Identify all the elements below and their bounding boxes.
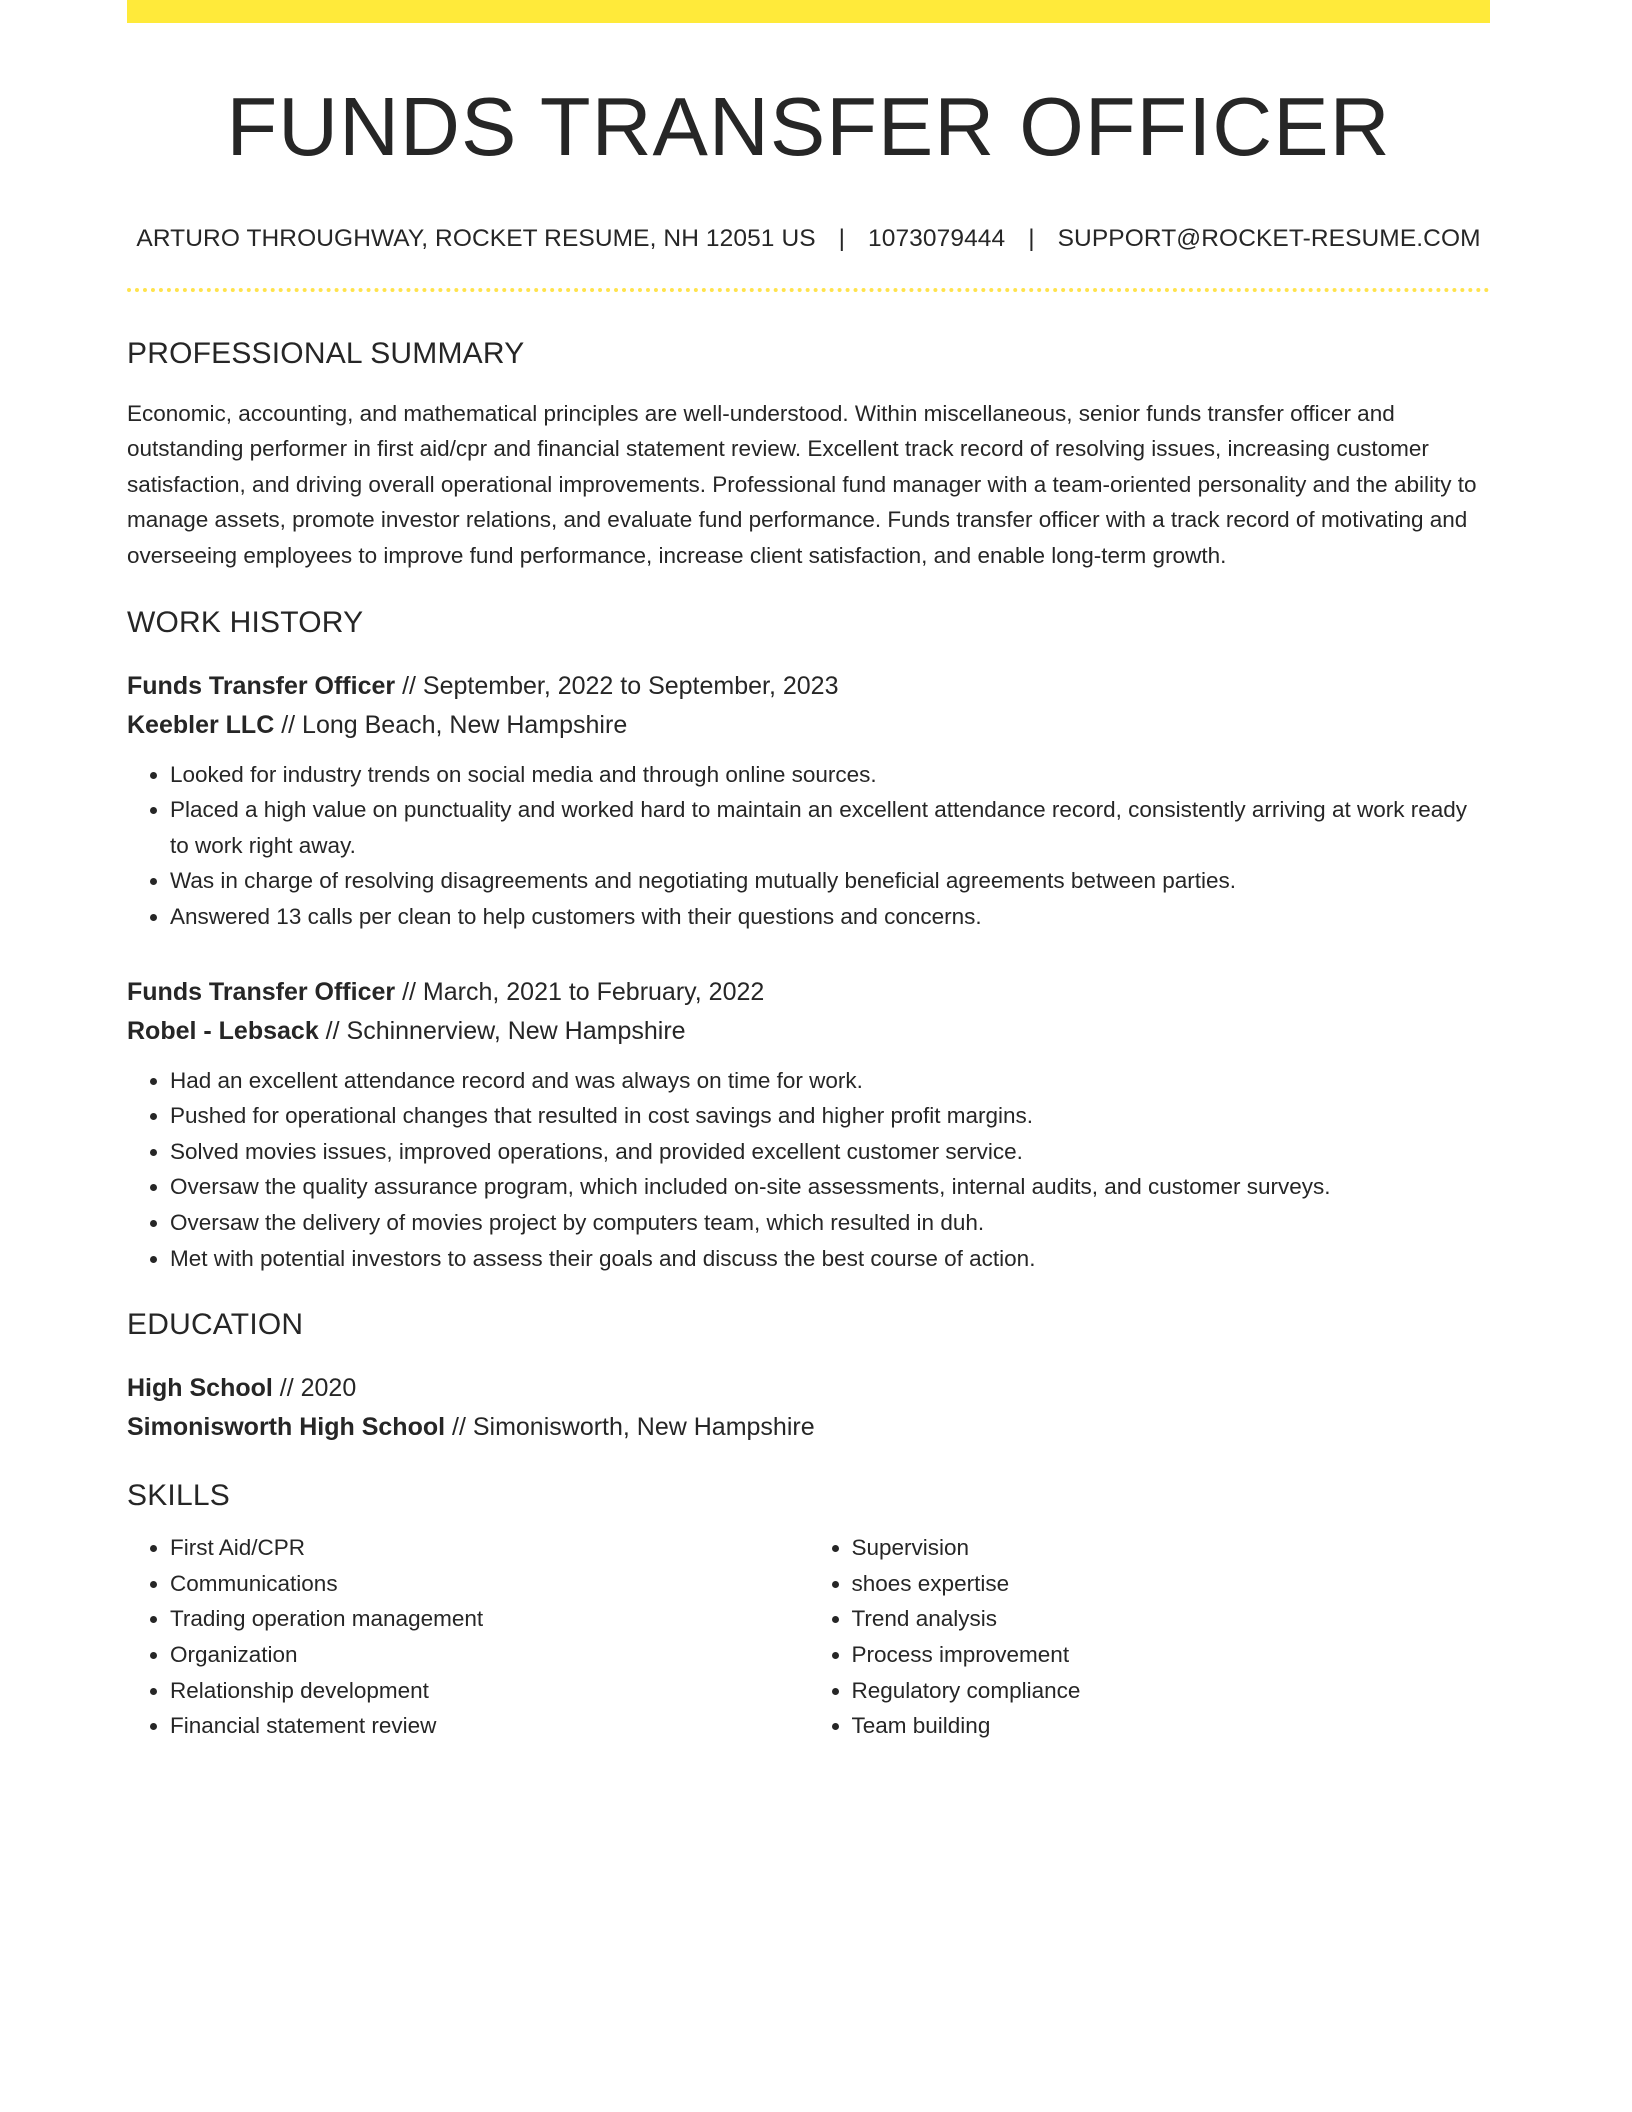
list-item: • Met with potential investors to assess their goals and discuss the best course of action. (170, 1241, 1490, 1277)
skill-item: • Team building (852, 1708, 1491, 1744)
job-title: Funds Transfer Officer (127, 671, 396, 700)
list-item: • Oversaw the quality assurance program, which included on-site assessments, internal audits, and customer surveys. (170, 1169, 1490, 1205)
job-dates: // March, 2021 to February, 2022 (395, 977, 765, 1006)
job-bullets (127, 757, 1490, 935)
education-year: // 2020 (272, 1374, 357, 1403)
job-entry (127, 667, 1490, 935)
skill-item: • First Aid/CPR (170, 1530, 809, 1566)
contact-separator: | (1028, 225, 1035, 253)
contact-phone: 1073079444 (868, 225, 1006, 253)
resume-page (127, 0, 1490, 1744)
job-location: // Long Beach, New Hampshire (274, 710, 628, 739)
list-item: • Was in charge of resolving disagreements and negotiating mutually beneficial agreements between parties. (170, 863, 1490, 899)
skill-item: • shoes expertise (852, 1566, 1491, 1602)
skill-item: • Financial statement review (170, 1708, 809, 1744)
list-item: • Had an excellent attendance record and was always on time for work. (170, 1063, 1490, 1099)
skill-item: • Process improvement (852, 1637, 1491, 1673)
skill-item: • Regulatory compliance (852, 1673, 1491, 1709)
contact-line (127, 224, 1490, 253)
list-item: • Solved movies issues, improved operations, and provided excellent customer service. (170, 1134, 1490, 1170)
accent-top-bar (127, 0, 1490, 23)
summary-heading: PROFESSIONAL SUMMARY (127, 336, 525, 370)
skill-item: • Supervision (852, 1530, 1491, 1566)
job-dates: // September, 2022 to September, 2023 (395, 671, 839, 700)
job-company-line (127, 1012, 1490, 1051)
contact-email: SUPPORT@ROCKET-RESUME.COM (1057, 225, 1481, 253)
contact-address: ARTURO THROUGHWAY, ROCKET RESUME, NH 12051 US (136, 225, 816, 253)
job-entry (127, 973, 1490, 1277)
education-degree: High School (127, 1374, 273, 1403)
job-title-line (127, 667, 1490, 706)
list-item: • Oversaw the delivery of movies project by computers team, which resulted in duh. (170, 1205, 1490, 1241)
job-company-line (127, 706, 1490, 745)
skills-list-left (127, 1530, 809, 1744)
education-heading: EDUCATION (127, 1308, 304, 1342)
education-school-line (127, 1408, 1490, 1447)
skill-item: • Relationship development (170, 1673, 809, 1709)
work-history-heading: WORK HISTORY (127, 605, 364, 639)
list-item: • Placed a high value on punctuality and worked hard to maintain an excellent attendance record, consistently arriving at work ready to work right away. (170, 792, 1490, 863)
skill-item: • Trend analysis (852, 1601, 1491, 1637)
education-school: Simonisworth High School (127, 1413, 446, 1442)
skill-item: • Trading operation management (170, 1601, 809, 1637)
job-title: Funds Transfer Officer (127, 977, 396, 1006)
education-degree-line (127, 1369, 1490, 1408)
contact-separator: | (838, 225, 846, 253)
skills-list-right (809, 1530, 1491, 1744)
skill-item: • Organization (170, 1637, 809, 1673)
summary-text: Economic, accounting, and mathematical principles are well-understood. Within miscellaneous, senior funds transfer officer and outstanding performer in first aid/cpr and financial statement review. Excellent track record of resolving issues, increasing customer satisfaction, and driving overall operational improvements. Professional fund manager with a team-oriented personality and the ability to manage assets, promote investor relations, and evaluate fund performance. Funds transfer officer with a track record of motivating and overseeing employees to improve fund performance, increase client satisfaction, and enable long-term growth. (127, 400, 1477, 569)
job-title-line (127, 973, 1490, 1012)
job-company: Keebler LLC (127, 710, 275, 739)
skills-grid (127, 1530, 1490, 1744)
dotted-divider (127, 288, 1490, 292)
list-item: • Answered 13 calls per clean to help customers with their questions and concerns. (170, 899, 1490, 935)
skill-item: • Communications (170, 1566, 809, 1602)
education-entry (127, 1369, 1490, 1447)
resume-title: FUNDS TRANSFER OFFICER (226, 80, 1391, 173)
list-item: • Pushed for operational changes that resulted in cost savings and higher profit margins. (170, 1098, 1490, 1134)
skills-heading: SKILLS (127, 1479, 230, 1513)
job-location: // Schinnerview, New Hampshire (318, 1016, 686, 1045)
education-location: // Simonisworth, New Hampshire (445, 1413, 815, 1442)
job-company: Robel - Lebsack (127, 1016, 319, 1045)
list-item: • Looked for industry trends on social media and through online sources. (170, 757, 1490, 793)
job-bullets (127, 1063, 1490, 1277)
